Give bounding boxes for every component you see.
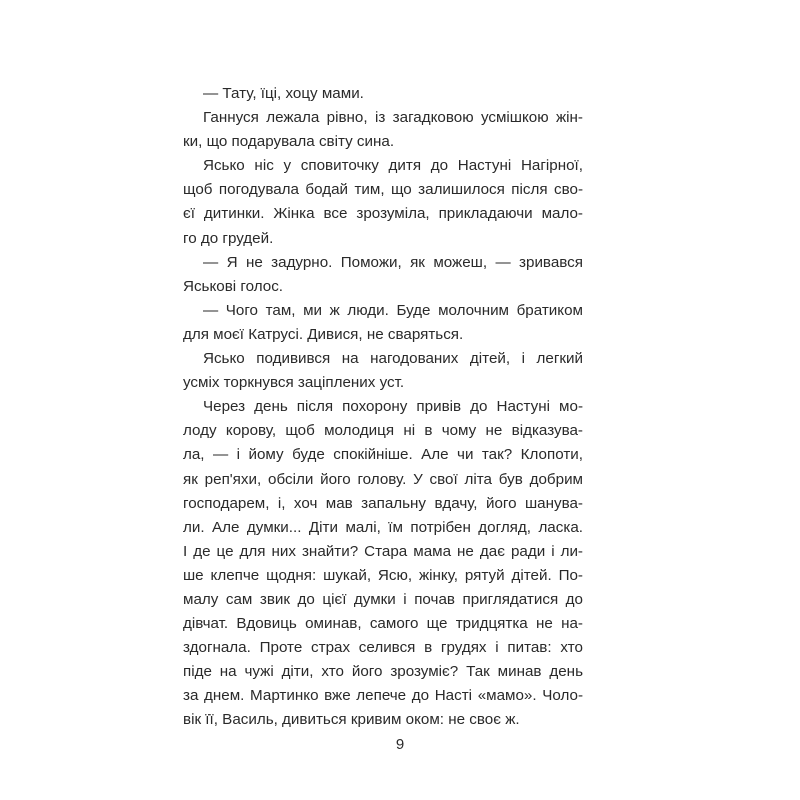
text-line: ла, — і йому буде спокійніше. Але чи так? Клопоти, bbox=[183, 446, 583, 464]
body-text bbox=[183, 82, 583, 733]
text-line: ше клепче щодня: шукай, Ясю, жінку, рятуй дітей. По- bbox=[183, 566, 583, 584]
text-line: усміх торкнувся заціплених уст. bbox=[183, 374, 405, 392]
text-line: щоб погодувала бодай тим, що залишилося після сво- bbox=[183, 181, 583, 199]
text-line: як реп'яхи, обсіли його голову. У свої літа був добрим bbox=[183, 470, 583, 488]
text-line: — Чого там, ми ж люди. Буде молочним братиком bbox=[203, 301, 583, 319]
text-line: єї дитинки. Жінка все зрозуміла, прикладаючи мало- bbox=[183, 205, 583, 223]
text-line: Ганнуся лежала рівно, із загадковою усмішкою жін- bbox=[203, 109, 583, 127]
text-line: — Тату, їці, хоцу мами. bbox=[203, 85, 364, 102]
text-line: господарем, і, хоч мав запальну вдачу, його шанува- bbox=[183, 494, 583, 512]
text-line: ли. Але думки... Діти малі, їм потрібен догляд, ласка. bbox=[183, 518, 583, 536]
text-line: здогнала. Проте страх селився в грудях і питав: хто bbox=[183, 639, 583, 657]
text-line: Через день після похорону привів до Настуні мо- bbox=[203, 398, 583, 416]
text-line: Ясько подивився на нагодованих дітей, і легкий bbox=[203, 350, 583, 368]
text-line: малу сам звик до цієї думки і почав приглядатися до bbox=[183, 590, 583, 608]
text-line: Яськові голос. bbox=[183, 277, 284, 295]
text-line: піде на чужі діти, хто його зрозуміє? Так минав день bbox=[183, 663, 583, 681]
text-line: І де це для них знайти? Стара мама не дає ради і ли- bbox=[183, 542, 583, 560]
text-line: дівчат. Вдовиць оминав, самого ще тридцятка не на- bbox=[183, 615, 583, 633]
text-line: вік її, Василь, дивиться кривим оком: не своє ж. bbox=[183, 711, 520, 729]
page-number: 9 bbox=[395, 736, 405, 753]
text-line: — Я не задурно. Поможи, як можеш, — зривався bbox=[203, 253, 583, 271]
text-line: Ясько ніс у сповиточку дитя до Настуні Нагірної, bbox=[203, 157, 583, 175]
text-line: го до грудей. bbox=[183, 229, 274, 247]
text-line: за днем. Мартинко вже лепече до Насті «мамо». Чоло- bbox=[183, 687, 583, 705]
text-line: для моєї Катрусі. Дивися, не сваряться. bbox=[183, 325, 464, 343]
text-line: ки, що подарувала світу сина. bbox=[183, 133, 395, 151]
text-line: лоду корову, щоб молодиця ні в чому не відказува- bbox=[183, 422, 583, 440]
